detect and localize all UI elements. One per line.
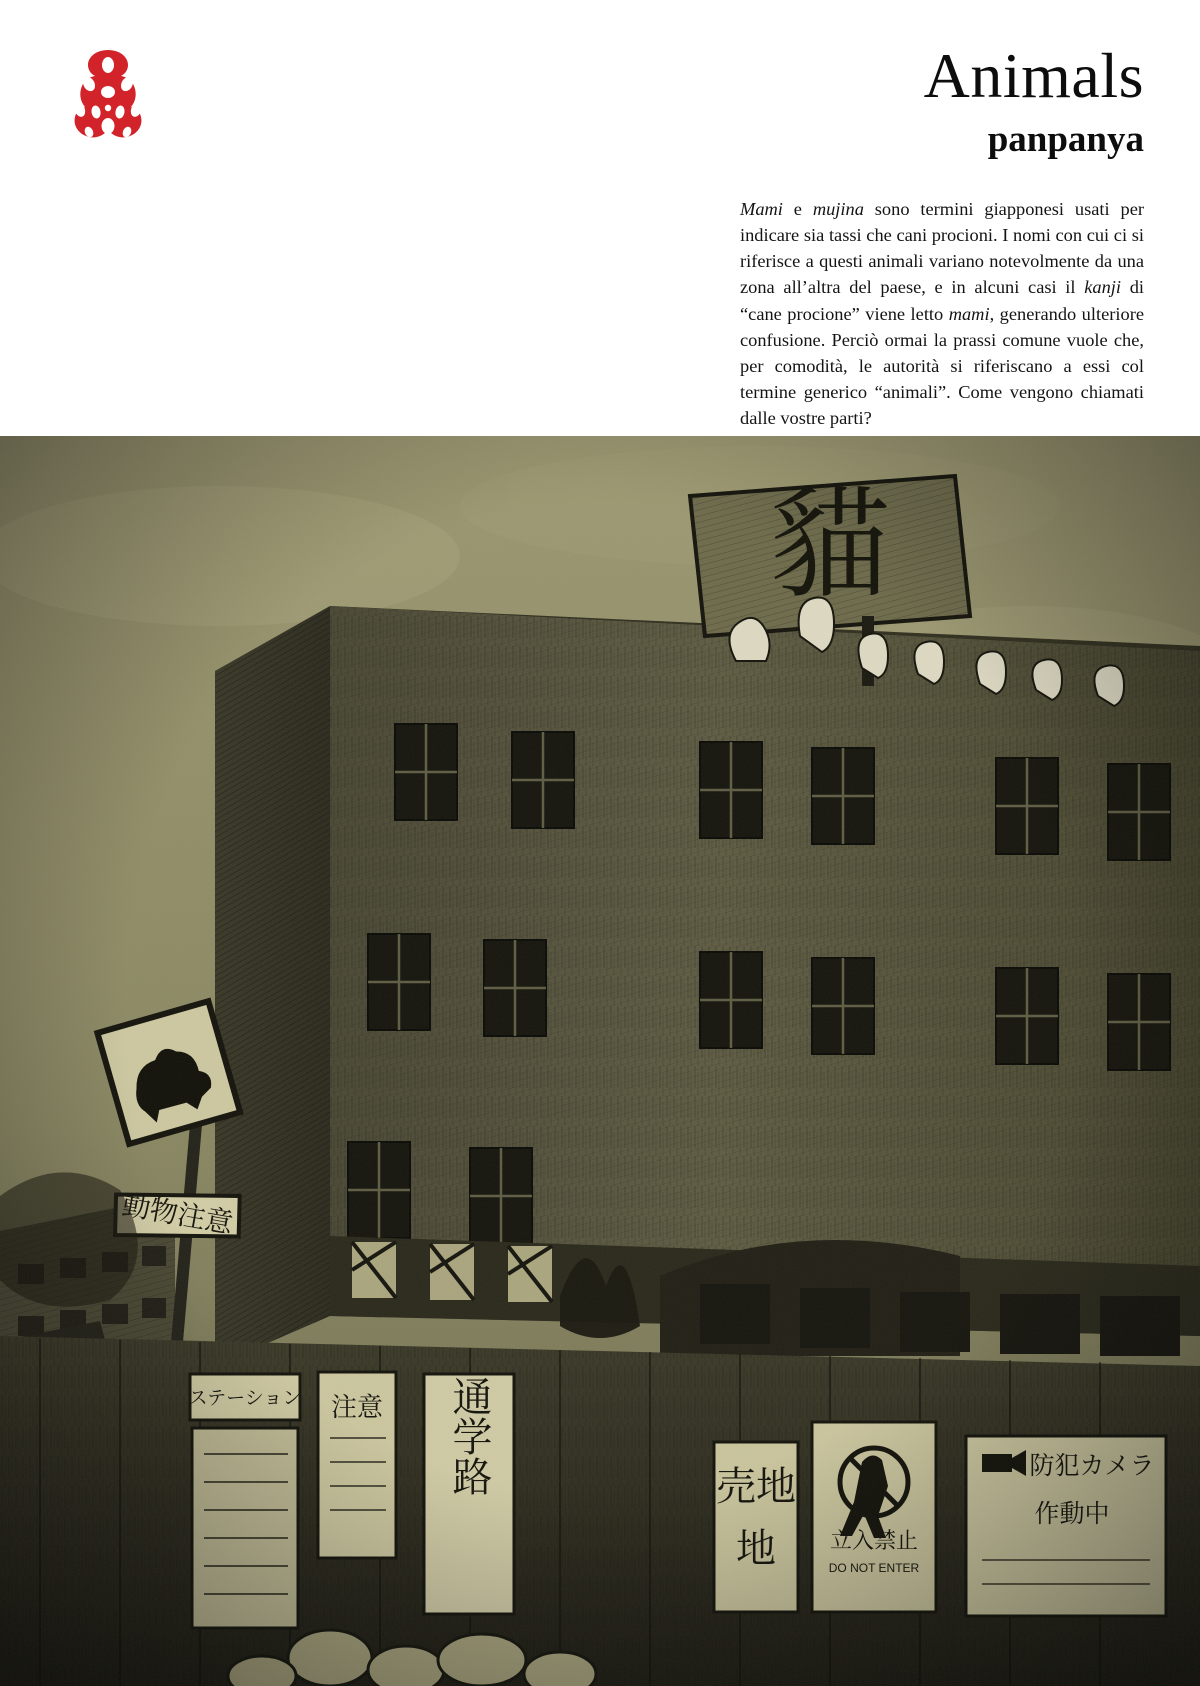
title-block (524, 40, 1144, 161)
back-cover-blurb: Mami e mujina sono termini giapponesi usati per indicare sia tassi che cani procioni. I nomi con cui ci si riferisce a questi animali variano notevolmente da una zona all’altra del paese, e in alcuni casi il kanji di “cane procione” viene letto mami, generando ulteriore confusione. Perciò ormai la prassi comune vuole che, per comodità, le autorità si riferiscano a essi col termine generico “animali”. Come vengono chiamati dalle vostre parti? (740, 199, 1144, 428)
artwork-illustration (0, 436, 1200, 1686)
cover-header (0, 0, 1200, 436)
author-name: panpanya (987, 119, 1144, 160)
page-title: Animals (923, 40, 1144, 111)
vignette (0, 436, 1200, 1686)
cover-artwork (0, 436, 1200, 1686)
ornamental-red-emblem-icon (58, 48, 158, 148)
publisher-logo (58, 48, 158, 148)
